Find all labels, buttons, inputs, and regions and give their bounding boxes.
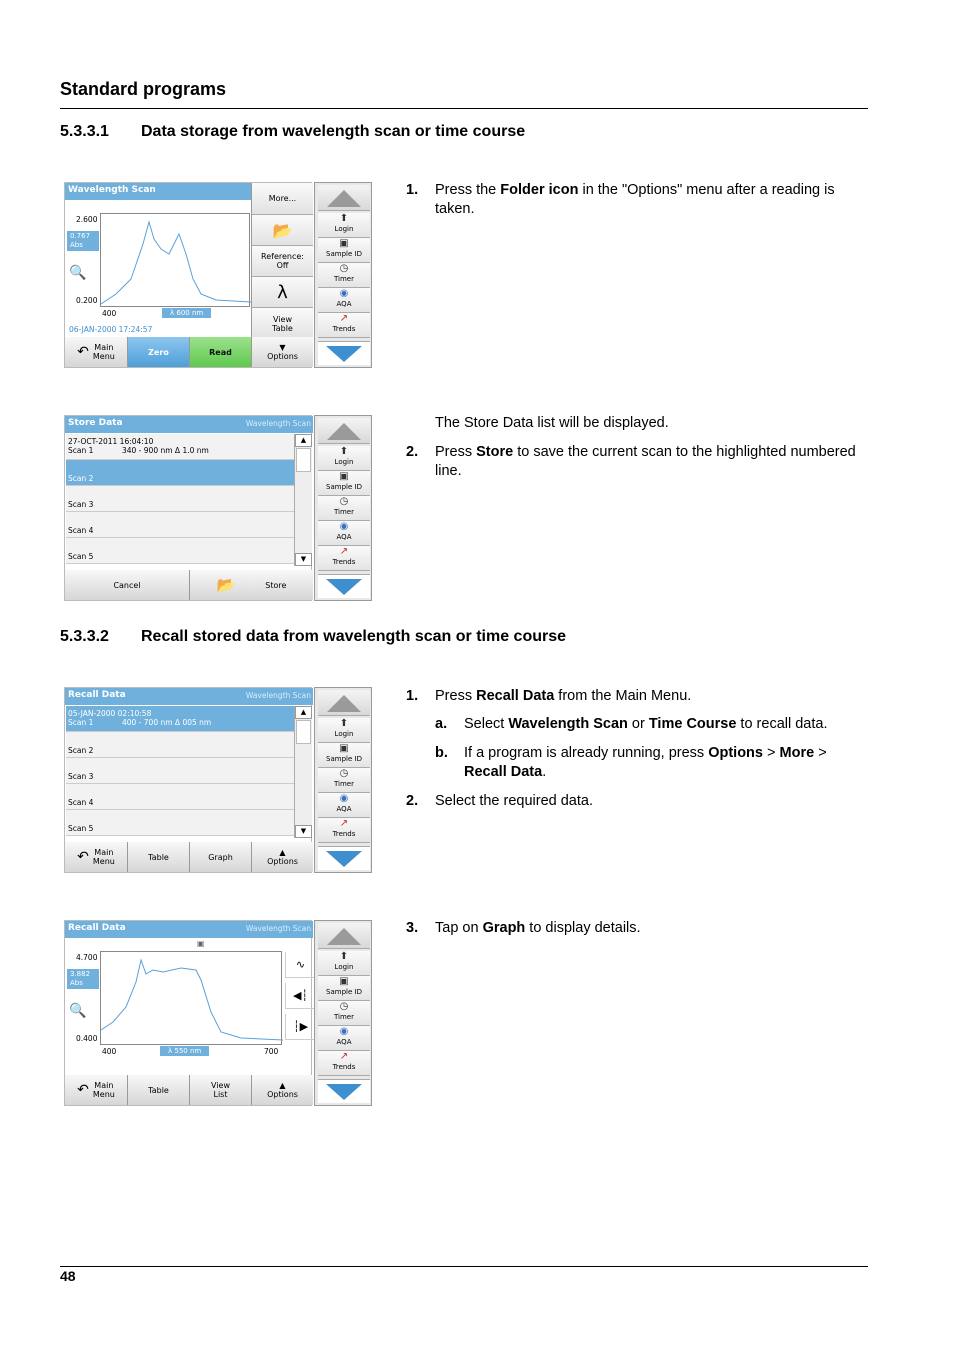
view-table-button[interactable] (251, 307, 313, 339)
timer-button[interactable] (318, 496, 370, 521)
list-item[interactable] (66, 538, 294, 564)
trends-icon: ↗ (339, 546, 349, 557)
graph-label: Graph (208, 852, 233, 862)
subsection-number: 5.3.3.1 (60, 123, 109, 140)
scroll-down-icon[interactable]: ▼ (295, 553, 312, 566)
menu-label: Menu (92, 352, 115, 361)
abs-value-box (67, 231, 99, 251)
list-item-selected[interactable] (66, 706, 294, 732)
scroll-up-button[interactable] (318, 418, 370, 444)
screen-subtitle: Wavelength Scan (245, 419, 311, 428)
recall-graph[interactable] (100, 951, 282, 1045)
side-panel (314, 687, 372, 873)
step-text: to save the current scan to the highlighted numbered line. (435, 444, 856, 479)
sample-id-button[interactable] (318, 743, 370, 768)
step-text: If a program is already running, press (464, 745, 709, 761)
x-min-label: 400 (102, 1047, 117, 1056)
screen-title (65, 921, 313, 938)
row-label: Scan 3 (68, 500, 94, 509)
sample-id-icon: ▣ (339, 471, 349, 482)
scroll-thumb[interactable] (296, 448, 311, 472)
step-store-2 (406, 443, 868, 481)
reference-label: Reference: (261, 252, 304, 261)
scroll-down-button[interactable] (318, 574, 370, 598)
back-icon: ↶ (77, 848, 89, 865)
side-panel (314, 920, 372, 1106)
step-text: from the Main Menu. (554, 688, 692, 704)
table-label: Table (148, 1085, 169, 1095)
aqa-button[interactable] (318, 793, 370, 818)
sample-icon: ▣ (197, 939, 205, 948)
subsection-title: Recall stored data from wavelength scan or time course (141, 628, 567, 645)
timer-label: Timer (333, 275, 354, 283)
main-menu-button[interactable] (65, 1075, 127, 1105)
aqa-label: AQA (336, 805, 352, 813)
read-button[interactable] (189, 337, 251, 367)
screen-recall-data-graph (64, 920, 372, 1106)
row-label: Scan 4 (68, 526, 94, 535)
step-bold: More (779, 745, 815, 761)
login-button[interactable] (318, 718, 370, 743)
cancel-button[interactable] (65, 570, 189, 600)
list-label: List (213, 1090, 228, 1099)
abs-value-box (67, 969, 99, 989)
step-bold: Folder icon (500, 182, 579, 198)
row-label: Scan 5 (68, 552, 94, 561)
table-button[interactable] (127, 1075, 189, 1105)
x-min-label: 400 (102, 309, 117, 318)
chevron-down-icon: ▼ (279, 343, 286, 352)
sample-id-button[interactable] (318, 471, 370, 496)
sample-id-label: Sample ID (326, 483, 362, 491)
chevron-up-icon: ▲ (279, 848, 286, 857)
cursor-right-icon[interactable]: ┆▶ (285, 1014, 315, 1040)
scroll-down-button[interactable] (318, 846, 370, 870)
trends-label: Trends (332, 830, 356, 838)
options-label: Options (267, 857, 298, 866)
menu-label: Menu (92, 857, 115, 866)
sample-id-icon: ▣ (339, 238, 349, 249)
zero-label: Zero (148, 347, 169, 357)
cancel-label: Cancel (113, 580, 141, 590)
step-text: to display details. (525, 920, 641, 936)
list-item-selected[interactable] (66, 460, 294, 486)
screen-title-text: Store Data (68, 418, 123, 428)
timer-icon: ◷ (339, 768, 349, 779)
back-icon: ↶ (77, 343, 89, 360)
list-scrollbar[interactable] (294, 706, 312, 838)
timer-button[interactable] (318, 768, 370, 793)
x-max-label: 700 (264, 1047, 279, 1056)
list-item[interactable] (66, 434, 294, 460)
aqa-icon: ◉ (339, 1026, 349, 1037)
timer-label: Timer (333, 1013, 354, 1021)
login-label: Login (334, 730, 354, 738)
lambda-marker: λ 600 nm (162, 308, 211, 318)
scroll-down-icon[interactable]: ▼ (295, 825, 312, 838)
options-button[interactable] (251, 842, 313, 872)
bottom-bar (65, 1075, 313, 1105)
screen-wavelength-scan (64, 182, 372, 368)
step-number: 3. (406, 920, 419, 936)
list-scrollbar[interactable] (294, 434, 312, 566)
timer-button[interactable] (318, 1001, 370, 1026)
list-item[interactable] (66, 732, 294, 758)
step-bold: Recall Data (476, 688, 555, 704)
options-label: Options (267, 352, 298, 361)
abs-value: 0.767 (70, 232, 91, 240)
graph-button[interactable] (189, 842, 251, 872)
zoom-icon[interactable]: 🔍 (69, 1003, 87, 1019)
list-item[interactable] (66, 486, 294, 512)
scroll-up-button[interactable] (318, 923, 370, 949)
y-min-label: 0.200 (76, 296, 98, 305)
step-number: 1. (406, 182, 419, 198)
login-label: Login (334, 225, 354, 233)
recall-curve-svg (101, 952, 283, 1046)
step-text: Select (464, 716, 509, 732)
y-max-label: 4.700 (76, 953, 98, 962)
step-text: . (542, 764, 547, 780)
login-icon: ⬆ (339, 951, 349, 962)
trends-label: Trends (332, 1063, 356, 1071)
scroll-up-icon[interactable]: ▲ (295, 706, 312, 719)
timer-button[interactable] (318, 263, 370, 288)
side-panel (314, 415, 372, 601)
step-text: Press the (435, 182, 501, 198)
login-label: Login (334, 963, 354, 971)
row-label: Scan 2 (68, 746, 94, 755)
step-bold: Store (476, 444, 514, 460)
aqa-icon: ◉ (339, 288, 349, 299)
section-title: Standard programs (60, 79, 227, 99)
page-number: 48 (60, 1268, 76, 1284)
options-button[interactable] (251, 1075, 313, 1105)
aqa-icon: ◉ (339, 521, 349, 532)
lambda-icon: λ (277, 281, 288, 303)
footer-rule (60, 1266, 868, 1267)
step-bold: Time Course (648, 716, 737, 732)
step-text: in the "Options" menu after a reading is taken. (435, 182, 835, 217)
login-button[interactable] (318, 213, 370, 238)
login-label: Login (334, 458, 354, 466)
screen-title-text: Recall Data (68, 923, 126, 933)
scroll-up-button[interactable] (318, 690, 370, 716)
curve-mode-icon[interactable]: ∿ (285, 952, 315, 978)
row-date: 27-OCT-2011 16:04:10 (68, 437, 154, 446)
step-text: > (814, 745, 827, 761)
timer-icon: ◷ (339, 496, 349, 507)
more-label: More... (268, 194, 297, 203)
step-bold: Options (708, 745, 763, 761)
step-number: a. (435, 716, 448, 732)
aqa-button[interactable] (318, 1026, 370, 1051)
screen-title (65, 416, 313, 433)
reference-button[interactable] (251, 245, 313, 276)
step-store-1 (406, 181, 868, 219)
step-bold: Graph (482, 920, 526, 936)
scroll-down-button[interactable] (318, 341, 370, 365)
folder-icon: 📂 (216, 575, 236, 594)
subsection-heading-1 (60, 123, 525, 141)
aqa-button[interactable] (318, 288, 370, 313)
aqa-icon: ◉ (339, 793, 349, 804)
side-panel (314, 182, 372, 368)
step-number: 1. (406, 688, 419, 704)
step-text: to recall data. (736, 716, 828, 732)
step-number: b. (435, 745, 448, 761)
row-range: 340 - 900 nm Δ 1.0 nm (122, 446, 209, 455)
trends-label: Trends (332, 325, 356, 333)
trends-button[interactable] (318, 1051, 370, 1076)
menu-label: Menu (92, 1090, 115, 1099)
folder-icon: 📂 (272, 220, 293, 240)
recall-curve (101, 960, 283, 1040)
login-icon: ⬆ (339, 718, 349, 729)
sample-id-button[interactable] (318, 976, 370, 1001)
step-text: The Store Data list will be displayed. (435, 415, 669, 431)
screen-subtitle: Wavelength Scan (245, 924, 311, 933)
sample-id-button[interactable] (318, 238, 370, 263)
lambda-button[interactable] (251, 276, 313, 307)
login-icon: ⬆ (339, 446, 349, 457)
step-bold: Wavelength Scan (508, 716, 628, 732)
main-label: Main (94, 1081, 114, 1090)
trends-button[interactable] (318, 313, 370, 338)
store-button[interactable] (189, 570, 313, 600)
scroll-thumb[interactable] (296, 720, 311, 744)
sample-id-icon: ▣ (339, 743, 349, 754)
trends-icon: ↗ (339, 313, 349, 324)
step-text: Press (435, 444, 477, 460)
step-text: Select the required data. (435, 793, 593, 809)
main-label: Main (94, 848, 114, 857)
scan-graph[interactable] (100, 213, 250, 307)
trends-button[interactable] (318, 546, 370, 571)
sample-id-label: Sample ID (326, 755, 362, 763)
more-button[interactable] (251, 183, 313, 214)
chevron-up-icon: ▲ (279, 1081, 286, 1090)
folder-button[interactable] (251, 214, 313, 245)
lambda-marker: λ 550 nm (160, 1046, 209, 1056)
main-label: Main (94, 343, 114, 352)
aqa-label: AQA (336, 533, 352, 541)
step-text: Press (435, 688, 477, 704)
scroll-down-button[interactable] (318, 1079, 370, 1103)
options-label: Options (267, 1090, 298, 1099)
read-label: Read (209, 347, 232, 357)
screen-store-data (64, 415, 372, 601)
table-button[interactable] (127, 842, 189, 872)
step-number: 2. (406, 444, 419, 460)
list-item[interactable] (66, 758, 294, 784)
screen-title-text: Recall Data (68, 690, 126, 700)
scan-curve (101, 222, 251, 304)
header-rule (60, 108, 868, 109)
y-min-label: 0.400 (76, 1034, 98, 1043)
list-item[interactable] (66, 512, 294, 538)
sample-id-label: Sample ID (326, 250, 362, 258)
zero-button[interactable] (127, 337, 189, 367)
table-label: Table (272, 323, 293, 333)
step-bold: Recall Data (464, 764, 543, 780)
view-label: View (211, 1081, 230, 1090)
trends-icon: ↗ (339, 818, 349, 829)
trends-label: Trends (332, 558, 356, 566)
y-max-label: 2.600 (76, 215, 98, 224)
abs-value: 3.882 (70, 970, 91, 978)
step-recall-b (406, 744, 868, 782)
screen-title (65, 688, 313, 705)
row-label: Scan 2 (68, 474, 94, 483)
view-list-button[interactable] (189, 1075, 251, 1105)
aqa-button[interactable] (318, 521, 370, 546)
row-date: 05-JAN-2000 02:10:58 (68, 709, 152, 718)
cursor-left-icon[interactable]: ◀┆ (285, 983, 315, 1009)
bottom-bar (65, 337, 313, 367)
subsection-title: Data storage from wavelength scan or time course (141, 123, 526, 140)
store-label: Store (265, 580, 287, 590)
screen-title: Wavelength Scan (65, 183, 251, 200)
row-range: 400 - 700 nm Δ 005 nm (122, 718, 212, 727)
trends-button[interactable] (318, 818, 370, 843)
step-text: Tap on (435, 920, 483, 936)
login-icon: ⬆ (339, 213, 349, 224)
step-text: or (627, 716, 649, 732)
trends-icon: ↗ (339, 1051, 349, 1062)
timer-label: Timer (333, 780, 354, 788)
timer-icon: ◷ (339, 263, 349, 274)
scan-curve-svg (101, 214, 251, 308)
back-icon: ↶ (77, 1081, 89, 1098)
scan-date: 06-JAN-2000 17:24:57 (69, 325, 153, 334)
subsection-heading-2 (60, 628, 566, 646)
login-button[interactable] (318, 446, 370, 471)
sample-id-icon: ▣ (339, 976, 349, 987)
abs-unit: Abs (70, 979, 83, 987)
timer-icon: ◷ (339, 1001, 349, 1012)
reference-value: Off (276, 261, 289, 270)
step-recall-3 (406, 919, 868, 938)
list-item[interactable] (66, 810, 294, 836)
list-item[interactable] (66, 784, 294, 810)
options-button[interactable] (251, 337, 313, 367)
bottom-bar (65, 570, 313, 600)
step-number: 2. (406, 793, 419, 809)
screen-subtitle: Wavelength Scan (245, 691, 311, 700)
scroll-up-icon[interactable]: ▲ (295, 434, 312, 447)
store-list-note (406, 414, 868, 433)
step-text: > (762, 745, 780, 761)
row-label: Scan 1 (68, 718, 94, 727)
row-label: Scan 3 (68, 772, 94, 781)
row-label: Scan 1 (68, 446, 94, 455)
aqa-label: AQA (336, 1038, 352, 1046)
main-menu-button[interactable] (65, 337, 127, 367)
subsection-number: 5.3.3.2 (60, 628, 109, 645)
aqa-label: AQA (336, 300, 352, 308)
login-button[interactable] (318, 951, 370, 976)
table-label: Table (148, 852, 169, 862)
step-recall-a (406, 715, 868, 734)
zoom-icon[interactable]: 🔍 (69, 265, 87, 281)
sample-id-label: Sample ID (326, 988, 362, 996)
screen-recall-data-list (64, 687, 372, 873)
main-menu-button[interactable] (65, 842, 127, 872)
bottom-bar (65, 842, 313, 872)
row-label: Scan 5 (68, 824, 94, 833)
row-label: Scan 4 (68, 798, 94, 807)
view-label: View (273, 314, 292, 324)
timer-label: Timer (333, 508, 354, 516)
scroll-up-button[interactable] (318, 185, 370, 211)
step-recall-1 (406, 687, 868, 706)
step-recall-2 (406, 792, 868, 811)
abs-unit: Abs (70, 241, 83, 249)
